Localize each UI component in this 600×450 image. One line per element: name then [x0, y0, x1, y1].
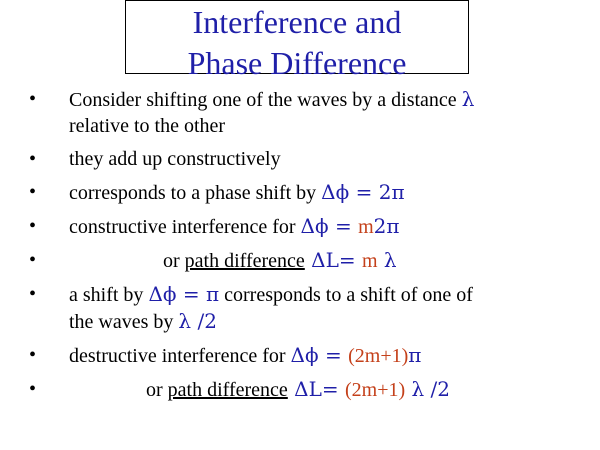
destructive-expression-start: Δϕ =	[290, 343, 349, 367]
slide-title-line-1: Interference and	[192, 4, 402, 40]
bullet-3-text: corresponds to a phase shift by	[69, 182, 322, 204]
destructive-path-lambda: λ /2	[405, 377, 451, 401]
phase-shift-expression: Δϕ = 2π	[321, 180, 405, 204]
bullet-item-7	[0, 342, 600, 369]
path-difference-expression-start: ΔL=	[304, 248, 362, 272]
bullet-8-text: or	[146, 379, 168, 401]
bullet-4-text: constructive interference for	[69, 216, 301, 238]
bullet-item-6	[0, 281, 600, 335]
slide-title-box	[125, 0, 469, 81]
bullet-dot: •	[29, 249, 37, 271]
destructive-path-order: (2m+1)	[345, 379, 406, 401]
constructive-expression-start: Δϕ =	[300, 214, 359, 238]
pi-shift-expression: Δϕ = π	[148, 282, 220, 306]
destructive-order: (2m+1)	[348, 345, 409, 367]
bullet-dot: •	[29, 378, 37, 400]
bullet-dot: •	[29, 148, 37, 170]
bullet-2-text: they add up constructively	[69, 148, 281, 170]
half-lambda-expression: λ /2	[178, 309, 217, 333]
constructive-order-m: m	[358, 216, 374, 238]
bullet-item-1	[0, 86, 600, 139]
destructive-path-expression-start: ΔL=	[287, 377, 345, 401]
path-lambda: λ	[377, 248, 397, 272]
bullet-7-text: destructive interference for	[69, 345, 291, 367]
bullet-dot: •	[29, 283, 37, 305]
slide-title-line-2: Phase Difference	[187, 45, 407, 81]
bullet-6-text-2: corresponds to a shift of one of	[219, 284, 473, 306]
destructive-pi: π	[408, 343, 422, 367]
bullet-item-5	[0, 247, 600, 274]
bullet-list	[0, 86, 600, 410]
constructive-expression-end: 2π	[373, 214, 400, 238]
bullet-item-3	[0, 179, 600, 206]
bullet-item-2	[0, 146, 600, 172]
path-difference-term: path difference	[184, 250, 305, 272]
bullet-dot: •	[29, 344, 37, 366]
bullet-dot: •	[29, 215, 37, 237]
bullet-6-line-2-text: the waves by	[69, 311, 179, 333]
bullet-dot: •	[29, 88, 37, 110]
bullet-item-8	[0, 376, 600, 403]
bullet-item-4	[0, 213, 600, 240]
bullet-5-text: or	[163, 250, 185, 272]
path-difference-term: path difference	[167, 379, 288, 401]
lambda-symbol: λ	[461, 87, 475, 111]
bullet-6-text-1: a shift by	[69, 284, 149, 306]
bullet-dot: •	[29, 181, 37, 203]
path-order-m: m	[362, 250, 378, 272]
bullet-1-line-2: relative to the other	[69, 115, 226, 137]
bullet-1-text: Consider shifting one of the waves by a distance	[69, 89, 462, 111]
